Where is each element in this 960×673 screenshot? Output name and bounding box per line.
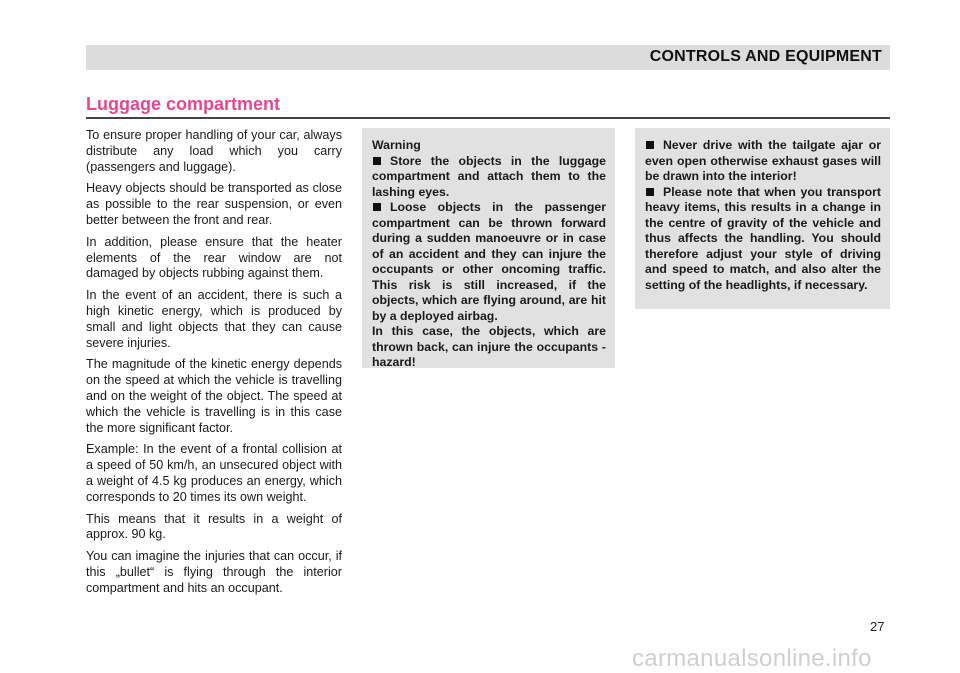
header-title: CONTROLS AND EQUIPMENT	[649, 48, 882, 65]
warning-heading: Warning	[372, 138, 421, 152]
section-divider	[86, 117, 890, 119]
section-title: Luggage compartment	[86, 94, 281, 114]
warning-item: Never drive with the tailgate ajar or even open otherwise exhaust gases will be drawn into the interior!	[645, 138, 881, 183]
body-paragraph: To ensure proper handling of your car, always distribute any load which you carry (passengers and luggage).	[86, 128, 342, 174]
warning-item: Store the objects in the luggage compartment and attach them to the lashing eyes.	[372, 153, 606, 199]
body-paragraph: You can imagine the injuries that can occur, if this „bullet“ is flying through the interior compartment and hits an occupant.	[86, 549, 342, 595]
square-bullet-icon	[373, 157, 381, 165]
body-paragraph: Example: In the event of a frontal collision at a speed of 50 km/h, an unsecured object with a weight of 4.5 kg produces an energy, which corresponds to 20 times its own weight.	[86, 442, 342, 504]
warning-item: Loose objects in the passenger compartment can be thrown forward during a sudden manoeuvre or in case of an accident and they can injure the occupants or other oncoming traffic. This risk is still increased, if the objects, which are flying around, are hit by a deployed airbag.	[372, 200, 606, 323]
header-band	[86, 45, 890, 70]
body-column	[86, 128, 342, 603]
square-bullet-icon	[646, 141, 654, 149]
warning-note: In this case, the objects, which are thrown back, can injure the occupants - hazard!	[372, 324, 606, 369]
warning-box	[362, 128, 615, 368]
body-paragraph: The magnitude of the kinetic energy depends on the speed at which the vehicle is travelling and on the weight of the object. The speed at which the vehicle is travelling is in this case the more significant factor.	[86, 357, 342, 435]
page-number: 27	[870, 619, 885, 634]
warning-box-continued	[635, 128, 890, 309]
square-bullet-icon	[373, 203, 381, 211]
body-paragraph: In the event of an accident, there is such a high kinetic energy, which is produced by small and light objects that they can cause severe injuries.	[86, 288, 342, 350]
body-paragraph: This means that it results in a weight of approx. 90 kg.	[86, 511, 342, 542]
square-bullet-icon	[646, 188, 654, 196]
body-paragraph: Heavy objects should be transported as close as possible to the rear suspension, or even better between the front and rear.	[86, 181, 342, 227]
watermark: carmanualsonline.info	[632, 645, 872, 672]
body-paragraph: In addition, please ensure that the heater elements of the rear window are not damaged by objects rubbing against them.	[86, 234, 342, 281]
warning-item: Please note that when you transport heavy items, this results in a change in the centre of gravity of the vehicle and thus affects the handling. You should therefore adjust your style of driving and speed to match, and also alter the setting of the headlights, if necessary.	[645, 184, 881, 292]
